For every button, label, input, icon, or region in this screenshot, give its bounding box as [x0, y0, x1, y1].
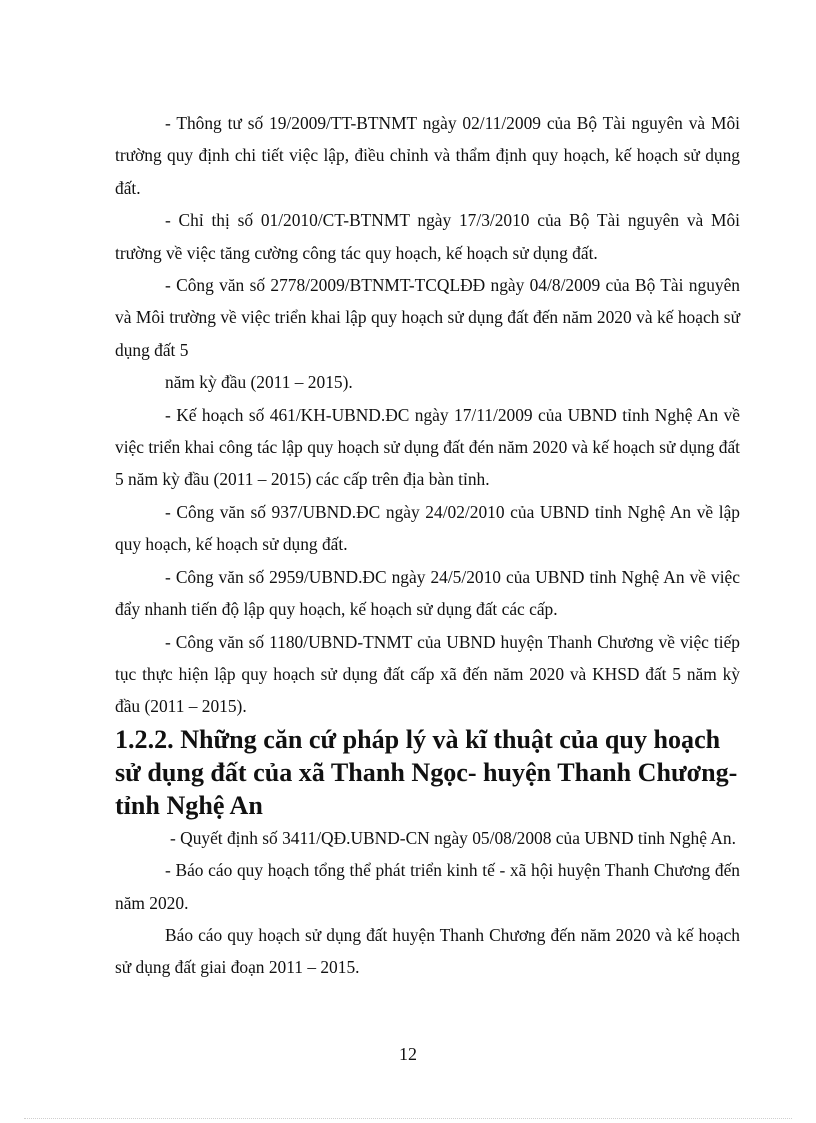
paragraph-dispatch-1180: - Công văn số 1180/UBND-TNMT của UBND huyện Thanh Chương về việc tiếp tục thực hiện lập quy hoạch sử dụng đất cấp xã đến năm 2020 và KHSD đất 5 năm kỳ đầu (2011 – 2015). — [115, 631, 740, 717]
page-number: 12 — [399, 1044, 417, 1064]
paragraph-circular-19-2009: - Thông tư số 19/2009/TT-BTNMT ngày 02/11/2009 của Bộ Tài nguyên và Môi trường quy định chi tiết việc lập, điều chỉnh và thẩm định quy hoạch, kế hoạch sử dụng đất. — [115, 113, 740, 198]
paragraph-dispatch-2778-2009: - Công văn số 2778/2009/BTNMT-TCQLĐĐ ngày 04/8/2009 của Bộ Tài nguyên và Môi trường về việc triển khai lập quy hoạch sử dụng đất đến năm 2020 và kế hoạch sử dụng đất 5 — [115, 275, 740, 360]
section-heading-1-2-2: 1.2.2. Những căn cứ pháp lý và kĩ thuật của quy hoạch sử dụng đất của xã Thanh Ngọc- huyện Thanh Chương- tỉnh Nghệ An — [115, 724, 738, 820]
paragraph-decision-3411: - Quyết định số 3411/QĐ.UBND-CN ngày 05/08/2008 của UBND tỉnh Nghệ An. — [170, 827, 736, 848]
paragraph-district-land-use-report: Báo cáo quy hoạch sử dụng đất huyện Thanh Chương đến năm 2020 và kế hoạch sử dụng đất giai đoạn 2011 – 2015. — [115, 924, 740, 978]
paragraph-dispatch-937: - Công văn số 937/UBND.ĐC ngày 24/02/2010 của UBND tỉnh Nghệ An về lập quy hoạch, kế hoạch sử dụng đất. — [115, 501, 740, 555]
paragraph-socioeconomic-master-plan: - Báo cáo quy hoạch tổng thể phát triển kinh tế - xã hội huyện Thanh Chương đến năm 2020. — [115, 860, 740, 913]
paragraph-first-period-note: năm kỳ đầu (2011 – 2015). — [165, 372, 353, 393]
paragraph-dispatch-2959: - Công văn số 2959/UBND.ĐC ngày 24/5/2010 của UBND tỉnh Nghệ An về việc đẩy nhanh tiến độ lập quy hoạch, kế hoạch sử dụng đất các cấp. — [115, 566, 740, 620]
page-body — [115, 107, 740, 984]
paragraph-directive-01-2010: - Chỉ thị số 01/2010/CT-BTNMT ngày 17/3/2010 của Bộ Tài nguyên và Môi trường về việc tăng cường công tác quy hoạch, kế hoạch sử dụng đất. — [115, 210, 740, 263]
paragraph-plan-461: - Kế hoạch số 461/KH-UBND.ĐC ngày 17/11/2009 của UBND tỉnh Nghệ An về việc triển khai công tác lập quy hoạch sử dụng đất đén năm 2020 và kế hoạch sử dụng đất 5 năm kỳ đầu (2011 – 2015) các cấp trên địa bàn tỉnh. — [115, 404, 740, 490]
page-bottom-divider — [24, 1118, 792, 1119]
